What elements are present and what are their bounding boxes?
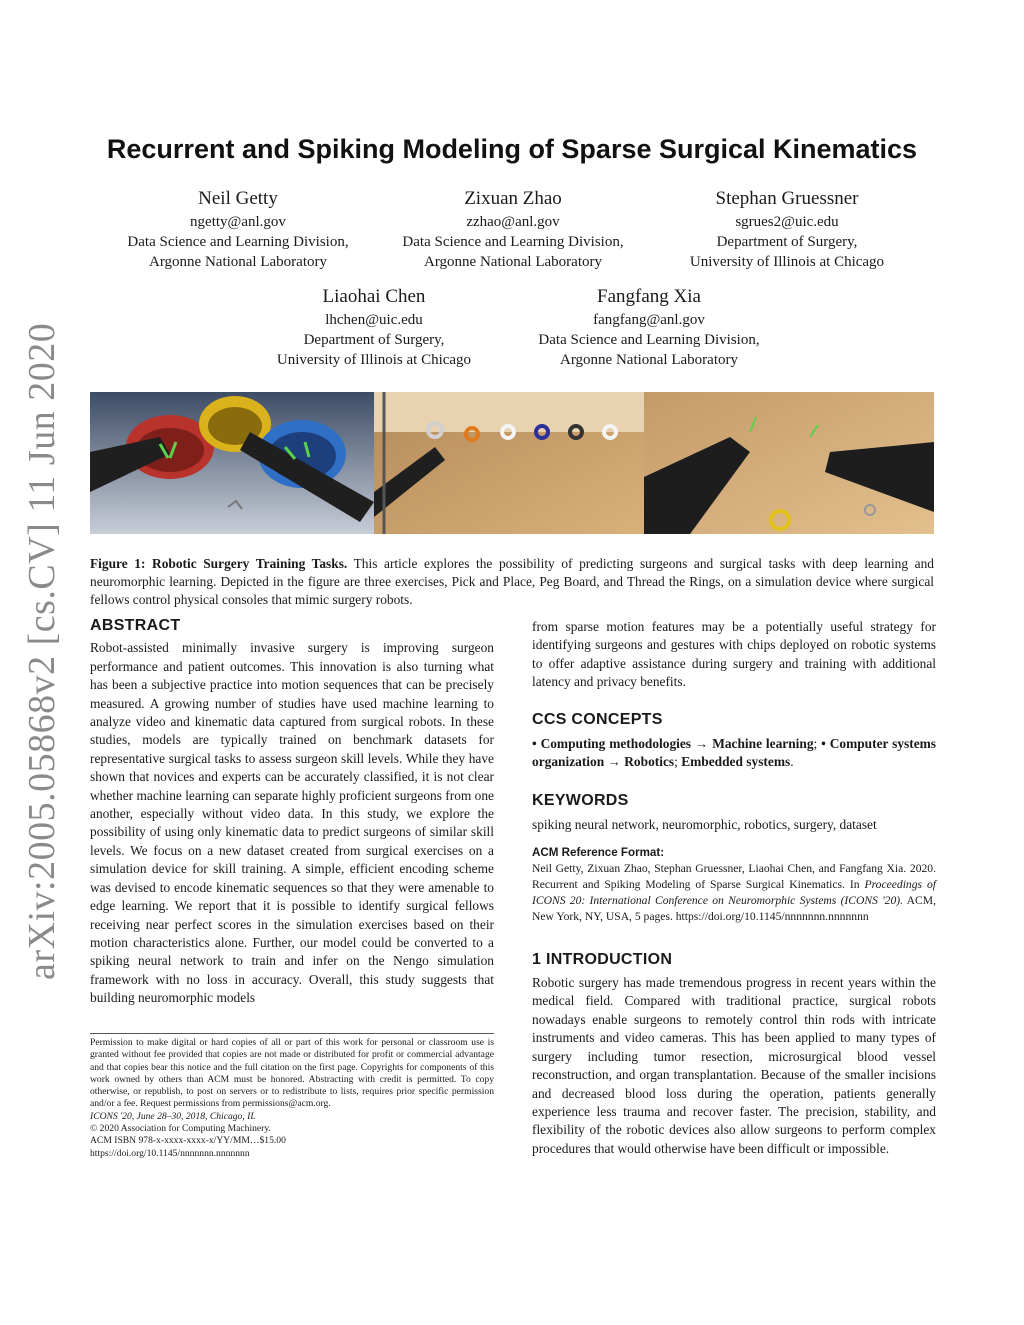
- author-institution: Argonne National Laboratory: [423, 254, 602, 270]
- author-name: Zixuan Zhao: [464, 188, 562, 209]
- permission-notice: [90, 1037, 494, 1160]
- doi-link[interactable]: https://doi.org/10.1145/nnnnnnn.nnnnnnn: [90, 1147, 250, 1159]
- author-block: [499, 284, 799, 370]
- ccs-concepts: • Computing methodologies → Machine learning; • Computer systems organization → Robotics; Embedded systems.: [532, 736, 936, 770]
- intro-text: Robotic surgery has made tremendous progress in recent years within the medical field. Compared with traditional practice, surgical robots nowadays enable surgeons to remotely control thin rods with intricate instruments and video cameras. This has been applied to many types of surgery including tumor resection, microsurgical blood vessel reconstruction, and organ transplantation. Because of the smaller incisions and decreased blood loss during the operation, patients generally experience less trauma and recover faster. The precision, stability, and flexibility of the robotic devices also allow surgeons to perform complex procedures that would otherwise have been difficult or impossible.: [532, 975, 936, 1156]
- thread-the-rings-scene: [644, 392, 934, 534]
- figure-robotic-tasks: [90, 392, 934, 534]
- copyright: © 2020 Association for Computing Machinery.: [90, 1123, 271, 1135]
- peg-board-scene: [374, 392, 644, 534]
- author-email[interactable]: zzhao@anl.gov: [466, 214, 560, 230]
- abstract-continued: from sparse motion features may be a potentially useful strategy for identifying surgeons and gestures with chips deployed on robotic systems to offer adaptive assistance during surgery and training with additional latency and privacy benefits.: [532, 619, 936, 690]
- acm-reference-text: Neil Getty, Zixuan Zhao, Stephan Gruessner, Liaohai Chen, and Fangfang Xia. 2020. Recurrent and Spiking Modeling of Sparse Surgical Kinematics. In Proceedings of ICONS 20: International Conference on Neuromorphic Systems (ICONS '20). ACM, New York, NY, USA, 5 pages. https://doi.org/10.1145/nnnnnnn.nnnnnnn: [532, 861, 936, 923]
- author-block: [224, 284, 524, 370]
- permission-text: Permission to make digital or hard copies of all or part of this work for personal or classroom use is granted without fee provided that copies are not made or distributed for profit or commercial advantage and that copies bear this notice and the full citation on the first page. Copyrights for components of this work owned by others than ACM must be honored. Abstracting with credit is permitted. To copy otherwise, or republish, to post on servers or to redistribute to lists, requires prior specific permission and/or a fee. Request permissions from permissions@acm.org.: [90, 1037, 494, 1110]
- arxiv-identifier: arXiv:2005.05868v2 [cs.CV] 11 Jun 2020: [21, 322, 63, 980]
- figure-caption: [90, 555, 934, 609]
- author-institution: Argonne National Laboratory: [559, 352, 738, 368]
- ccs-heading: CCS CONCEPTS: [532, 710, 663, 728]
- keywords-text: spiking neural network, neuromorphic, robotics, surgery, dataset: [532, 817, 877, 833]
- author-institution: Argonne National Laboratory: [148, 254, 327, 270]
- author-name: Neil Getty: [198, 188, 278, 209]
- footnote-divider: [90, 1033, 494, 1034]
- author-block: [637, 186, 937, 272]
- acm-reference-heading: ACM Reference Format:: [532, 845, 665, 859]
- right-column: [532, 618, 936, 1158]
- author-name: Stephan Gruessner: [715, 188, 859, 209]
- acm-reference: [532, 845, 936, 925]
- author-affiliation: Data Science and Learning Division,: [127, 234, 349, 250]
- author-email[interactable]: fangfang@anl.gov: [593, 312, 705, 328]
- author-block: [88, 186, 388, 272]
- abstract-text: Robot-assisted minimally invasive surgery is improving surgeon performance and patient outcomes. This innovation is also turning what has been a subjective practice into motion sequences that can be precisely measured. A growing number of studies have used machine learning to analyze video and kinematic data captured from surgical robots. In these studies, models are typically trained on benchmark datasets for representative surgical tasks to assess surgeon skill levels. While they have shown that novices and experts can be accurately classified, it is not clear whether machine learning can separate highly proficient surgeons from one another, especially without video data. In this study, we explore the possibility of using only kinematic data to predict surgeons of similar skill levels. We focus on a new dataset created from surgical exercises on a simulation device for skill training. A simple, efficient encoding scheme was devised to encode kinematic sequences so that they were amenable to edge learning. We report that it is possible to identify surgical fellows receiving near perfect scores in the simulation exercises based on their motion characteristics alone. Further, our model could be converted to a spiking neural network to train and infer on the Nengo simulation framework with no loss in accuracy. Overall, this study suggests that building neuromorphic models: [90, 640, 494, 1006]
- figure-label: Figure 1: Robotic Surgery Training Tasks.: [90, 556, 348, 571]
- author-affiliation: Department of Surgery,: [716, 234, 858, 250]
- author-name: Fangfang Xia: [597, 286, 701, 307]
- figure-caption-text: This article explores the possibility of predicting surgeons and surgical tasks with deep learning and neuromorphic learning. Depicted in the figure are three exercises, Pick and Place, Peg Board, and Thread the Rings, on a simulation device where surgical fellows control physical consoles that mimic surgery robots.: [90, 556, 934, 607]
- left-column: [90, 617, 494, 1008]
- author-email[interactable]: ngetty@anl.gov: [190, 214, 286, 230]
- author-institution: University of Illinois at Chicago: [689, 254, 885, 270]
- abstract-heading: ABSTRACT: [90, 617, 181, 634]
- intro-heading: 1 INTRODUCTION: [532, 950, 673, 968]
- isbn: ACM ISBN 978-x-xxxx-xxxx-x/YY/MM…$15.00: [90, 1135, 286, 1147]
- author-email[interactable]: lhchen@uic.edu: [325, 312, 423, 328]
- author-name: Liaohai Chen: [322, 286, 426, 307]
- author-affiliation: Data Science and Learning Division,: [402, 234, 624, 250]
- paper-title: Recurrent and Spiking Modeling of Sparse Surgical Kinematics: [106, 134, 918, 164]
- author-institution: University of Illinois at Chicago: [276, 352, 472, 368]
- author-block: [363, 186, 663, 272]
- conference-venue: ICONS '20, June 28–30, 2018, Chicago, IL: [90, 1110, 256, 1122]
- author-email[interactable]: sgrues2@uic.edu: [735, 214, 839, 230]
- pick-and-place-scene: [90, 392, 374, 534]
- author-affiliation: Data Science and Learning Division,: [538, 332, 760, 348]
- keywords-heading: KEYWORDS: [532, 791, 629, 809]
- author-affiliation: Department of Surgery,: [303, 332, 445, 348]
